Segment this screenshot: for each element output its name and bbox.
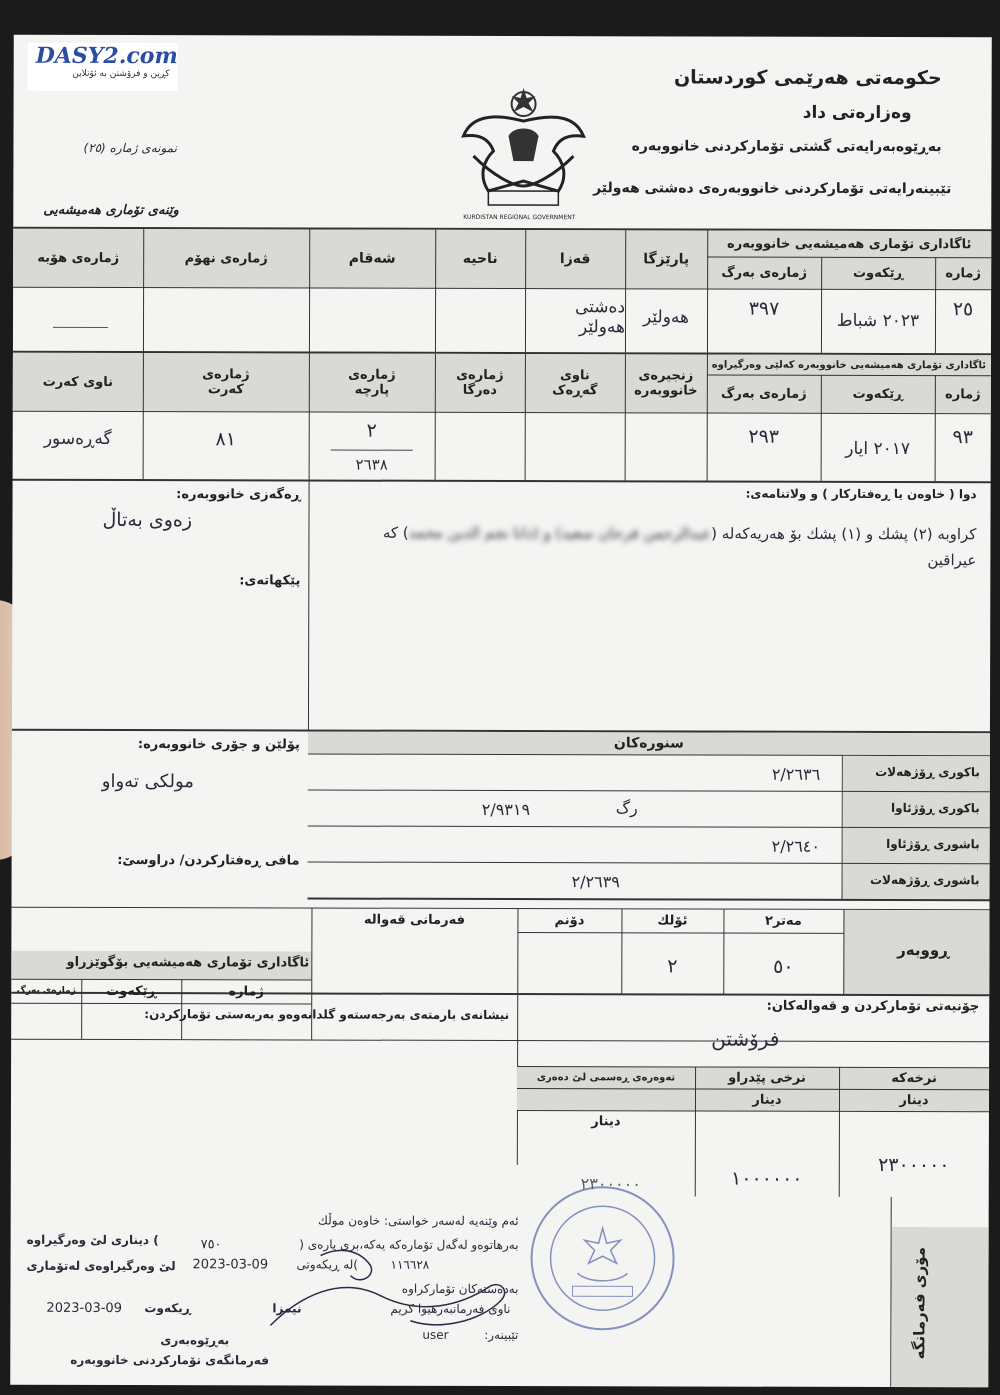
t2-date-value: ٢٠١٧ ایار [845,438,911,460]
emblem-caption: KURDISTAN REGIONAL GOVERNMENT [463,213,576,222]
fee-value: ٧٥٠ [200,1237,222,1253]
office-title: تێبینەرایەتی تۆمارکردنی خانووبەرەی دەشتی هەولێر [593,180,952,198]
notes-value: user [422,1327,449,1342]
t2-door-header: ژمارەی دەرگا [456,367,504,398]
rate-value: ٢٣٠٠٠٠٠ [878,1153,950,1177]
nw-value: ٢/٩٣١٩ [481,799,531,820]
t1-volume-header: ژمارەی بەرگ [721,265,807,281]
date-1: 2023-03-09 [192,1257,269,1273]
employee-note: بەدەستەکان تۆمارکراوە [401,1281,519,1297]
seal-note: نیشانەی بارمتەی بەرجەستەو گلدانەوەو بەربەستی تۆمارکردن: [144,1007,510,1023]
sw-label: باشوری ڕۆژئاوا [886,837,980,852]
estimated-value: ١٠٠٠٠٠٠ [731,1167,803,1190]
watermark-logo [28,43,178,91]
date-2: 2023-03-09 [46,1300,123,1317]
receipt-number: ١١٦٦٢٨ [390,1257,430,1272]
t2-volume-header: ژمارەی بەرگ [721,386,807,402]
fee-header: تەوەرەی ڕەسمی لێ دەەری [536,1071,676,1083]
nw-note: رگ [615,798,638,818]
t1-volume-value: ٣٩٧ [748,297,780,320]
area-m2-value: ٥٠ [773,955,794,978]
estimated-currency: دینار [752,1092,782,1108]
t1-subdistrict-header: ناحیە [462,250,498,267]
matched-line: بەرهاتوەو لەگەل تۆمارەکە یەکە،بری پارەی ( [299,1237,519,1253]
t1-street-header: شەقام [348,250,396,267]
director-office: فەرمانگەی تۆمارکردنی خانووبەرە [70,1352,269,1368]
boundaries-title: سنورەکان [613,735,684,752]
gov-title: حکومەتی هەرێمی کوردستان [673,66,942,90]
employee-name-label: ناوی فەرمانبەر [437,1301,511,1317]
t2-chain-header: زنجیرەی خانووبەرە [634,368,698,399]
t1-apartment-header: ژمارەی هۆبە [37,250,120,266]
t1-date-header: ڕێکەوت [852,265,904,281]
t2-card-header: ژمارەی کەرت [202,367,250,398]
t1-no-header: ژمارە [945,265,981,281]
signature [260,1235,520,1356]
class-label: پۆلێن و جۆری خانووبەرە: [137,737,300,753]
t1-district-header: قەزا [559,251,591,268]
t2-card-value: ٨١ [215,428,236,451]
estimated-header: نرخی پێدراو [728,1070,806,1086]
owner-text-redacted: عبدالرحمن فرحان سعید) و (دانا نجم الدین محمد [408,523,712,543]
watermark-tagline: کڕین و فرۆشتن بە ئۆنلاین [72,68,170,80]
t2-group-title: ئاگاداری تۆماری هەمیشەیی خانووبەرە کەلێی وەرگیراوە [711,359,987,371]
director-title: بەڕێوەبەری [160,1333,230,1348]
t1-floor-header: ژمارەی نهۆم [184,250,268,266]
t2-cardname-value: گەڕەسور [43,428,112,449]
t2-no-value: ٩٣ [952,426,973,449]
area-olk-header: ئۆلك [657,913,688,929]
decree-label: فەرمانی قەوالە [363,912,466,928]
t2-date-header: ڕێکەوت [852,386,904,402]
t1-district-value: دەشتی هەولێر [575,297,626,338]
class-value: مولکی تەواو [101,770,194,793]
area-donum-header: دۆنم [554,913,585,929]
sign-label: نیمزا [272,1301,302,1316]
receipt-label: لێ وەرگیراوەی لەتۆماری [26,1258,176,1274]
date-2-label: ڕیکەوت [144,1301,191,1316]
fee-suffix: ) دیناری لێ وەرگیراوە [26,1232,159,1248]
copy-title: وێنەی تۆماری هەمیشەیی [43,202,179,219]
ne-value: ٢/٢٦٣٦ [771,764,821,784]
owner-label: دوا ( خاوەن یا ڕەفتارکار ) و ولاتنامەی: [745,486,977,502]
owner-text-b: ) کە عیراقین [382,523,977,570]
official-seal [530,1186,674,1330]
stamp-amount: ٢٣٠٠٠٠٠ [580,1173,641,1193]
directorate-title: بەڕێوەبەرایەتی گشتی تۆمارکردنی خانووبەرە [631,138,942,156]
area-label: ڕووبەر [897,941,950,960]
t2-quarter-header: ناوی گەڕەک [552,368,598,399]
property-kind-label: ڕەگەزی خانووبەرە: [176,487,301,503]
t2-parcel-value-bottom: ٢٦٣٨ [355,455,388,474]
t2-cardname-header: ناوی کەرت [42,374,114,390]
krg-emblem [433,66,613,226]
t1-province-value: هەولێر [643,307,690,328]
archive-no-header: ژمارە [228,983,265,999]
form-number: نمونەی ژمارە (٢٥) [83,140,177,156]
sw-value: ٢/٢٦٤٠ [771,836,821,856]
se-value: ٢/٢٦٣٩ [571,872,620,892]
t1-province-header: پارێزگا [643,251,690,268]
area-olk-value: ٢ [667,955,678,978]
t2-parcel-value-top: ٢ [366,419,377,442]
watermark-brand: DASY2.com [35,42,178,70]
office-stamp-label: مۆری فەرمانگە [910,1247,929,1360]
fee-currency: دینار [591,1113,621,1129]
method-value: فرۆشتن [711,1026,780,1051]
receipt-prefix: )لە ڕیکەوتی [296,1257,359,1272]
archive-title: ئاگاداری تۆماری هەمیشەیی بۆگوێزراو [66,954,310,971]
t2-parcel-header: ژمارەی پارچە [348,367,396,398]
area-m2-header: مەتر٢ [765,913,802,929]
components-label: پێکهاتەی: [239,573,301,589]
owner-text [336,520,976,574]
t2-volume-value: ٢٩٣ [748,425,780,448]
employee-name-value: هیوا کریم [390,1301,438,1316]
nw-label: باکوری ڕۆژئاوا [890,801,980,816]
archive-volume-header: ژمارەی بەرگ [16,985,76,996]
archive-date-header: ڕێکەوت [106,983,157,999]
t1-no-value: ٢٥ [952,298,974,321]
rate-header: نرخەکە [891,1070,937,1086]
owner-text-a: کراوبە (٢) پشك و (١) پشك بۆ هەریەکەلە ( [711,524,977,544]
t1-date-value: ٢٠٢٣ شباط [836,310,920,332]
rights-label: مافی ڕەفتارکردن/ دراوسێ: [117,852,300,869]
se-label: باشوری ڕۆژهەلات [869,872,980,888]
notes-label: تێبینەر: [484,1327,519,1343]
request-line: ئەم وێنەیە لەسەر خواستی: خاوەن موڵك [317,1213,519,1229]
property-kind-value: زەوی بەتاڵ [102,508,193,532]
method-label: چۆنیەتی تۆمارکردن و قەوالەکان: [766,998,980,1015]
registration-document [10,35,992,1388]
t1-group-title: ئاگاداری تۆماری هەمیشەیی خانووبەرە [727,236,972,252]
rate-currency: دینار [899,1092,929,1108]
ne-label: باکوری ڕۆژهەلات [875,764,980,780]
t2-no-header: ژمارە [945,386,981,402]
ministry-title: وەزارەتی داد [802,102,912,124]
